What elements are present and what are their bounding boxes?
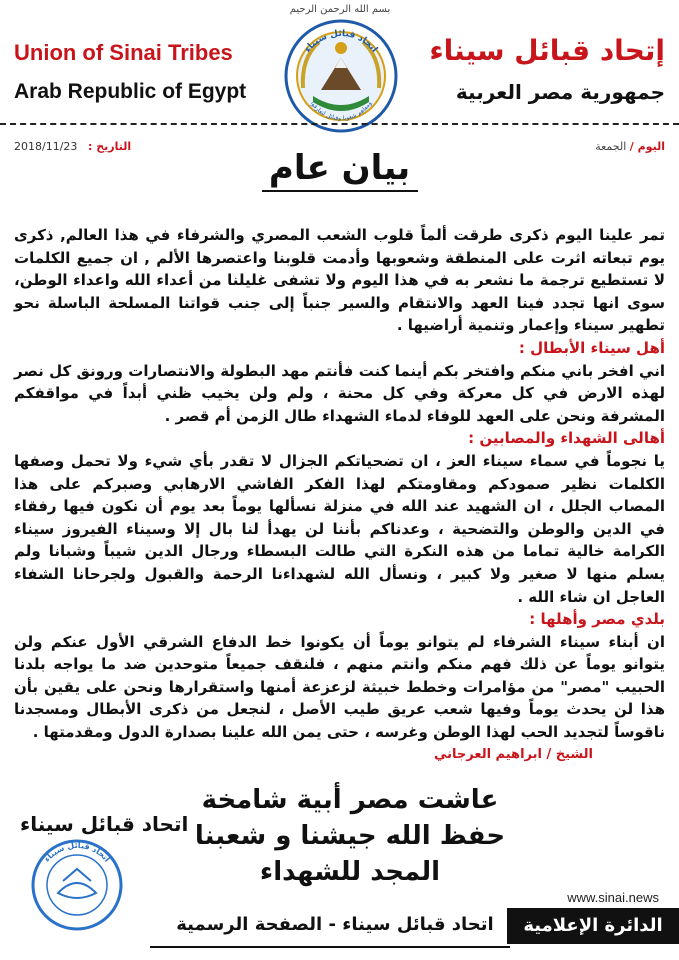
date-value: 2018/11/23 bbox=[14, 140, 78, 153]
bismillah-text: بسم الله الرحمن الرحيم bbox=[289, 4, 391, 15]
paragraph-sinai-people: اني افخر باني منكم وافتخر بكم أينما كنت فأنتم مهد البطولة والانتصارات ورونق كل نصر لهذه الارض في كل معركة وفي كل محنة ، ولم ولن يخيب ظني أبداً في مواقفكم المشرفة ونحن على العهد للوفاء لدماء الشهداء طال الزمن أم قصر . bbox=[14, 361, 665, 425]
title-ar: إتحاد قبائل سيناء bbox=[429, 34, 665, 67]
union-logo bbox=[283, 18, 399, 134]
footer-media-department: الدائرة الإعلامية bbox=[507, 908, 679, 944]
paragraph-egypt: ان أبناء سيناء الشرفاء لم يتوانو يوماً أن يكونوا خط الدفاع الشرقي الأول عنكم ولن يتوانو يوماً عن ذلك فهم منكم وانتم منهم ، فلنقف جميعاً متوحدين ضد ما يواجه بلدنا الحبيب "مصر" من مؤامرات وخطط خبيثة لزعزعة أمنها واستقرارها ونحن على يقين بأن هذا لن يحدث يوماً وفيها شعب عريق طيب الأصل ، لنجعل من ذكرى الأبطال ومسجدنا ناقوساً لتجديد الحب لهذا الوطن وغرسه ، حتى يمن الله علينا بصدارة الدول ومقدمتها . bbox=[14, 632, 665, 742]
heading-sinai-people: أهل سيناء الأبطال : bbox=[518, 338, 665, 357]
date-label: التاريخ : bbox=[88, 140, 132, 153]
header-divider bbox=[0, 123, 679, 125]
title-en: Union of Sinai Tribes bbox=[14, 40, 233, 65]
website-link[interactable]: www.sinai.news bbox=[567, 890, 659, 905]
subtitle-ar: جمهورية مصر العربية bbox=[455, 80, 665, 104]
statement-body bbox=[14, 224, 665, 744]
title-underline bbox=[262, 190, 418, 192]
slogan-line: حفظ الله جيشنا و شعبنا bbox=[194, 821, 506, 851]
signature-name: الشيخ / ابراهيم العرجاني bbox=[433, 747, 593, 762]
subtitle-en: Arab Republic of Egypt bbox=[14, 80, 247, 103]
paragraph-martyrs-families: يا نجوماً في سماء سيناء العز ، ان تضحياتكم الجزال لا تقدر بأي شيء ولا تحمل وصفها الكلمات نظير صمودكم ومقاومتكم لهذا الفكر الفاشي الارهابي وصبركم على هذا المصاب الجلل ، ان الشهيد عند الله في منزلة نسألها يوماً بعد يوم أن نكون فيها رفقاء في الدين والوطن والتضحية ، وعدناكم بأننا لن يهدأ لنا بال إلا وسيناء الفيروز سيناء الكرامة خالية تماما من هذه النكرة التي طالت البسطاء ورجال الدين شيباً وشبانا ولم يسلم منها لا صغير ولا كبير ، ونسأل الله لشهداءنا الرحمة والقبول ولجرحانا الشفاء العاجل ان شاء الله . bbox=[14, 451, 665, 606]
stamp-caption: اتحاد قبائل سيناء bbox=[20, 812, 189, 836]
logo-text-top: اتحاد قبائل سيناء bbox=[302, 28, 380, 55]
logo-text-bottom: ومعاهم شعوبا وقبائل لتعارفوا bbox=[308, 100, 374, 123]
slogan-line: عاشت مصر أبية شامخة bbox=[201, 785, 499, 815]
paragraph-intro: تمر علينا اليوم ذكرى طرقت ألماً قلوب الشعب المصري والشرفاء في هذا العالم, ذكرى يوم تبعاته اثرت على المنطقة وشعوبها وأدمت قلوبنا واعتصرها الألم , ان جميع الكلمات لا تستطيع ترجمة ما نشعر به في هذا اليوم ولا تشفى غليلنا من أعداء الله واعداء الوطن، سوى انها تجدد فينا العهد والانتقام والسير جنباً إلى جنب قواتنا المسلحة الباسلة نحو تطهير سيناء وإعمار وتنمية أراضيها . bbox=[14, 226, 665, 335]
day-value: الجمعة bbox=[595, 140, 627, 153]
footer-page-name: اتحاد قبائل سيناء - الصفحة الرسمية bbox=[176, 914, 494, 935]
footer-bar bbox=[0, 908, 679, 944]
day-label: اليوم / bbox=[629, 140, 665, 153]
stamp-ring-text: اتحاد قبائل سيناء bbox=[42, 840, 112, 864]
statement-title: بيان عام bbox=[268, 148, 411, 188]
svg-text:اتحاد قبائل سيناء bbox=[42, 841, 111, 864]
heading-martyrs-families: أهالى الشهداء والمصابين : bbox=[468, 429, 665, 448]
footer-underline bbox=[150, 946, 510, 948]
slogans bbox=[150, 782, 550, 890]
slogan-line: المجد للشهداء bbox=[259, 857, 441, 887]
heading-egypt: بلدي مصر وأهلها : bbox=[529, 610, 665, 629]
